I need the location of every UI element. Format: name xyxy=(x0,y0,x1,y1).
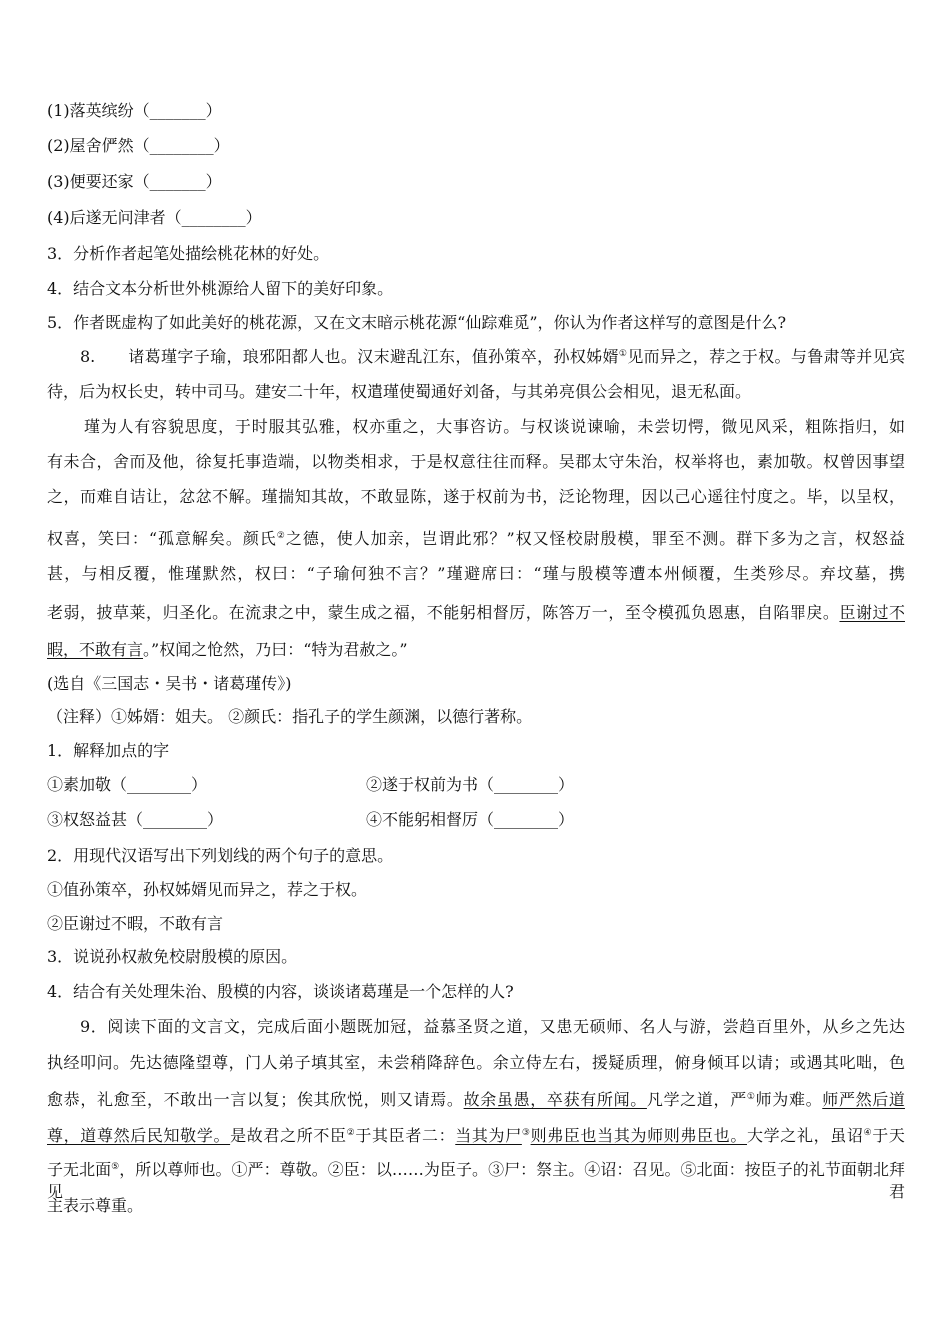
text-segment: _______ xyxy=(149,172,206,191)
text-line xyxy=(47,1089,905,1111)
text-line xyxy=(47,706,532,728)
underlined-text: 则弗臣也当其为师则弗臣也。 xyxy=(530,1126,747,1145)
text-line xyxy=(47,673,292,695)
text-segment: 执经叩问。先达德隆望尊，门人弟子填其室，未尝稍降辞色。余立侍左右，援疑质理，俯身倾耳以请；或遇其叱咄，色 xyxy=(47,1053,905,1072)
text-segment: 是故君之所不臣 xyxy=(230,1126,347,1145)
text-line xyxy=(47,207,262,229)
text-segment: 大学之礼，虽诏 xyxy=(747,1126,864,1145)
text-segment: 4．结合文本分析世外桃源给人留下的美好印象。 xyxy=(47,279,394,298)
text-segment: _______ xyxy=(149,101,206,120)
text-segment: 权喜，笑曰：“孤意解矣。颜氏 xyxy=(47,529,277,548)
text-segment: (2)屋舍俨然（ xyxy=(47,136,150,155)
text-line xyxy=(47,100,222,122)
text-line xyxy=(47,563,905,585)
underlined-text: 当其为尸 xyxy=(455,1126,522,1145)
footnote-marker: ④ xyxy=(863,1128,873,1138)
text-segment: ②臣谢过不暇，不敢有言 xyxy=(47,914,224,933)
text-segment: 于天 xyxy=(872,1126,905,1145)
text-segment: 主表示尊重。 xyxy=(47,1196,144,1215)
text-line xyxy=(47,740,169,762)
footnote-marker: ① xyxy=(618,349,628,359)
text-segment: 9．阅读下面的文言文，完成后面小题既加冠，益慕圣贤之道，又患无硕师、名人与游，尝趋百里外，从乡之先达 xyxy=(80,1017,905,1036)
text-line xyxy=(47,946,297,968)
text-segment: 见而异之，荐之于权。与鲁肃等并见宾 xyxy=(627,347,905,366)
text-segment: ②遂于权前为书（________） xyxy=(366,775,575,794)
footnote-marker: ② xyxy=(346,1128,356,1138)
text-segment: ） xyxy=(205,172,222,191)
text-line xyxy=(47,809,575,831)
text-segment: ④不能躬相督厉（________） xyxy=(366,810,575,829)
text-line xyxy=(47,913,223,935)
text-line xyxy=(47,879,367,901)
right-column-item xyxy=(366,774,574,796)
text-line xyxy=(47,1125,905,1147)
text-segment: ________ xyxy=(181,208,246,227)
text-segment: 3．分析作者起笔处描绘桃花林的好处。 xyxy=(47,244,330,263)
text-segment: 8. 诸葛瑾字子瑜，琅邪阳都人也。汉末避乱江东，值孙策卒，孙权姊婿 xyxy=(80,347,619,366)
text-line xyxy=(47,171,222,193)
text-line xyxy=(47,486,905,508)
text-segment: 子无北面 xyxy=(47,1160,112,1179)
text-segment: ） xyxy=(245,208,262,227)
text-line xyxy=(47,845,393,867)
text-segment: (3)便要还家（ xyxy=(47,172,150,191)
text-segment: 于其臣者二： xyxy=(355,1126,456,1145)
text-segment: （注释）①姊婿：姐夫。 ②颜氏：指孔子的学生颜渊，以德行著称。 xyxy=(47,707,533,726)
text-line xyxy=(47,312,786,334)
text-line xyxy=(47,135,230,157)
footnote-marker: ③ xyxy=(521,1128,531,1138)
text-line xyxy=(47,528,905,550)
text-segment: ________ xyxy=(149,136,214,155)
text-segment: 2．用现代汉语写出下列划线的两个句子的意思。 xyxy=(47,846,394,865)
text-line xyxy=(47,381,751,403)
underlined-text: 臣谢过不 xyxy=(839,603,905,622)
text-line xyxy=(47,1159,905,1201)
text-line xyxy=(47,278,393,300)
underlined-text: 故余虽愚，卒获有所闻。 xyxy=(463,1090,647,1109)
text-segment: 愈恭，礼愈至，不敢出一言以复；俟其欣悦，则又请焉。 xyxy=(47,1090,464,1109)
underlined-text: 师严然后道 xyxy=(822,1090,905,1109)
underlined-text: 尊，道尊然后民知敬学。 xyxy=(47,1126,231,1145)
text-segment: 4．结合有关处理朱治、殷模的内容，谈谈诸葛瑾是一个怎样的人? xyxy=(47,982,514,1001)
text-line xyxy=(47,774,575,796)
text-segment: ③权怒益甚（________） xyxy=(47,810,224,829)
text-line xyxy=(80,346,905,368)
footnote-marker: ② xyxy=(276,531,286,541)
text-segment: 1．解释加点的字 xyxy=(47,741,170,760)
text-segment: 之，而难自诘让，忿忿不解。瑾揣知其故，不敢显陈，遂于权前为书，泛论物理，因以己心遥往忖度之。毕，以呈权， xyxy=(47,487,905,506)
text-segment: ） xyxy=(205,101,222,120)
text-segment: 。”权闻之怆然，乃曰：“特为君赦之。” xyxy=(143,640,408,659)
text-line xyxy=(47,639,408,661)
text-segment: 老弱，披草莱，归圣化。在流隶之中，蒙生成之福，不能躬相督厉，陈答万一，至令模孤负恩惠，自陷罪戾。 xyxy=(47,603,840,622)
text-segment: (选自《三国志・吴书・诸葛瑾传》) xyxy=(47,674,292,693)
text-line xyxy=(47,243,329,265)
text-segment: 甚，与相反覆，惟瑾默然，权曰：“子瑜何独不言？”瑾避席曰：“瑾与殷模等遭本州倾覆，生类殄尽。弃坟墓，携 xyxy=(47,564,905,583)
text-segment: ①素加敬（________） xyxy=(47,775,208,794)
text-segment: (4)后遂无问津者（ xyxy=(47,208,182,227)
text-segment: 凡学之道，严 xyxy=(646,1090,747,1109)
text-segment: ①值孙策卒，孙权姊婿见而异之，荐之于权。 xyxy=(47,880,368,899)
text-segment: 3．说说孙权赦免校尉殷模的原因。 xyxy=(47,947,298,966)
text-line xyxy=(47,1052,905,1074)
text-segment: ） xyxy=(213,136,230,155)
text-segment: 师为难。 xyxy=(755,1090,823,1109)
right-column-item xyxy=(366,809,574,831)
text-segment: (1)落英缤纷（ xyxy=(47,101,150,120)
text-line xyxy=(47,981,514,1003)
footnote-marker: ⑤ xyxy=(111,1162,120,1172)
text-segment: 待，后为权长史，转中司马。建安二十年，权遣瑾使蜀通好刘备，与其弟亮俱公会相见，退无私面。 xyxy=(47,382,752,401)
text-segment: ，所以尊师也。①严：尊敬。②臣：以……为臣子。③尸：祭主。④诏：召见。⑤北面：按臣子的礼节面朝北拜见君 xyxy=(47,1160,905,1201)
text-line xyxy=(47,602,905,624)
text-segment: 瑾为人有容貌思度，于时服其弘雅，权亦重之，大事咨访。与权谈说谏喻，未尝切愕，微见风采，粗陈指归，如 xyxy=(84,417,905,436)
text-line xyxy=(84,416,905,438)
text-line xyxy=(47,451,905,473)
text-segment: 有未合，舍而及他，徐复托事造端，以物类相求，于是权意往往而释。吴郡太守朱治，权举将也，素加敬。权曾因事望 xyxy=(47,452,905,471)
text-line xyxy=(47,1195,143,1217)
underlined-text: 暇，不敢有言 xyxy=(47,640,144,659)
text-line xyxy=(80,1016,905,1038)
text-segment: 之德，使人加亲，岂谓此邪？”权又怪校尉殷模，罪至不测。群下多为之言，权怒益 xyxy=(285,529,905,548)
footnote-marker: ① xyxy=(746,1092,756,1102)
text-segment: 5．作者既虚构了如此美好的桃花源，又在文末暗示桃花源“仙踪难觅”，你认为作者这样写的意图是什么? xyxy=(47,313,787,332)
